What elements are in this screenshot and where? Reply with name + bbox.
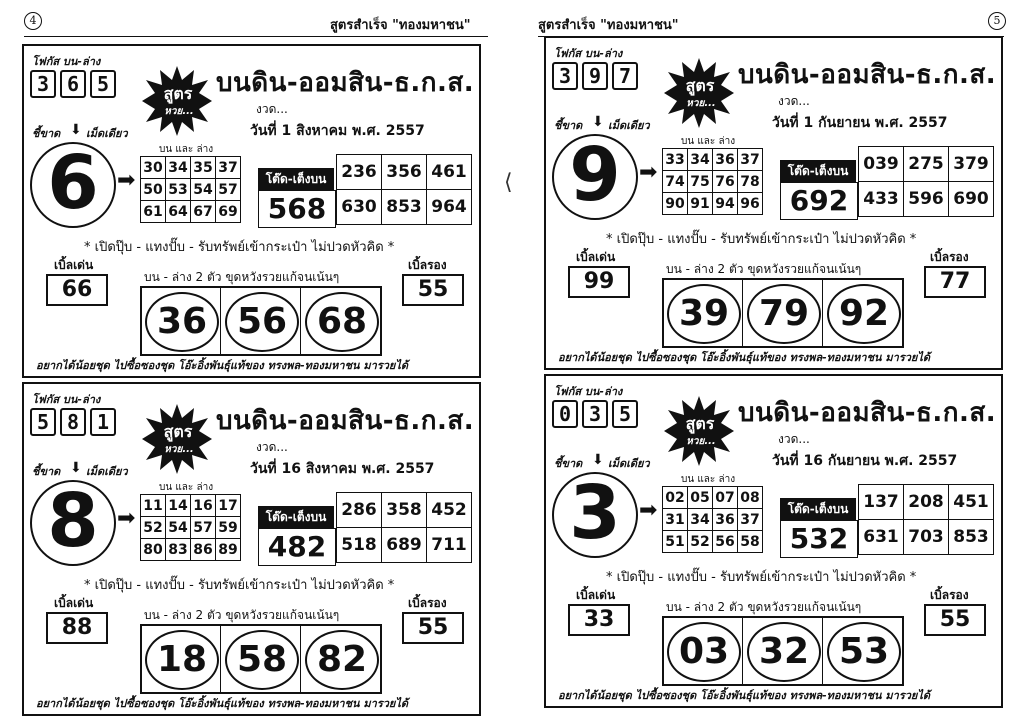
- set-cell: 711: [427, 528, 472, 563]
- grid-cell: 50: [141, 179, 166, 201]
- burst-sub-label: หวย...: [686, 436, 716, 447]
- arrow-down-icon: ⬇: [592, 452, 604, 468]
- focus-digit: 8: [60, 408, 86, 436]
- grid-cell: 78: [738, 171, 763, 193]
- grid-cell: 14: [166, 495, 191, 517]
- set-cell: 689: [382, 528, 427, 563]
- lead-double-label: เบิ้ลเด่น: [576, 588, 616, 602]
- two-digit-grid: [662, 148, 763, 215]
- tod-label: โต๊ด-เต็งบน: [780, 498, 856, 520]
- grid-cell: 33: [663, 149, 688, 171]
- round-label: งวด...: [778, 94, 810, 108]
- grid-row: [141, 179, 241, 201]
- second-double-value: 77: [924, 266, 986, 298]
- focus-label: โฟกัส บน-ล่าง: [32, 55, 101, 68]
- lucky-divider: [300, 626, 301, 692]
- chikhat-label: ชี้ขาด: [32, 127, 61, 140]
- set-cell: 208: [904, 485, 949, 520]
- focus-digit: 3: [582, 400, 608, 428]
- grid-cell: 37: [216, 157, 241, 179]
- lucky-number: 36: [145, 292, 219, 352]
- focus-digit: 0: [552, 400, 578, 428]
- set-cell: 286: [337, 493, 382, 528]
- grid-cell: 83: [166, 539, 191, 561]
- set-row: [859, 182, 994, 217]
- second-double-label: เบิ้ลรอง: [930, 588, 969, 602]
- page-crease-mark: ⟨: [504, 170, 513, 195]
- tod-value: 482: [258, 528, 336, 566]
- arrow-down-icon: ⬇: [70, 122, 82, 138]
- set-row: [337, 493, 472, 528]
- lucky-number: 03: [667, 622, 741, 682]
- grid-cell: 37: [738, 149, 763, 171]
- panel-footer: อยากได้น้อยชุด ไปซื้อซองชุด โอ๊ะอิ้งพันธุ์แท้ของ ทรงพล-ทองมหาชน มารวยได้: [36, 359, 409, 372]
- grid-row: [663, 171, 763, 193]
- two-digit-grid: [140, 494, 241, 561]
- second-double-label: เบิ้ลรอง: [408, 596, 447, 610]
- burst-main-label: สูตร: [163, 422, 193, 441]
- second-double-label: เบิ้ลรอง: [930, 250, 969, 264]
- tod-label: โต๊ด-เต็งบน: [258, 506, 334, 528]
- grid-cell: 54: [166, 517, 191, 539]
- grid-cell: 58: [738, 531, 763, 553]
- single-digit-label: เม็ดเดียว: [86, 465, 128, 478]
- arrow-right-icon: ➡: [639, 160, 658, 185]
- set-row: [337, 155, 472, 190]
- arrow-down-icon: ⬇: [70, 460, 82, 476]
- second-double-value: 55: [402, 274, 464, 306]
- round-label: งวด...: [256, 102, 288, 116]
- arrow-right-icon: ➡: [639, 498, 658, 523]
- set-cell: 275: [904, 147, 949, 182]
- grid-cell: 54: [191, 179, 216, 201]
- two-digit-grid: [140, 156, 241, 223]
- set-cell: 452: [427, 493, 472, 528]
- set-row: [337, 190, 472, 225]
- second-double-label: เบิ้ลรอง: [408, 258, 447, 272]
- lead-double-value: 66: [46, 274, 108, 306]
- panel-footer: อยากได้น้อยชุด ไปซื้อซองชุด โอ๊ะอิ้งพันธุ์แท้ของ ทรงพล-ทองมหาชน มารวยได้: [36, 697, 409, 710]
- grid-cell: 02: [663, 487, 688, 509]
- grid-cell: 36: [713, 509, 738, 531]
- lucky-divider: [742, 618, 743, 684]
- burst-main-label: สูตร: [685, 414, 715, 433]
- lucky-divider: [822, 618, 823, 684]
- grid-cell: 30: [141, 157, 166, 179]
- burst-main-label: สูตร: [685, 76, 715, 95]
- chikhat-label: ชี้ขาด: [32, 465, 61, 478]
- grid-row: [663, 487, 763, 509]
- grid-row: [141, 201, 241, 223]
- set-cell: 137: [859, 485, 904, 520]
- set-cell: 461: [427, 155, 472, 190]
- two-digit-label: บน - ล่าง 2 ตัว ขุดหวังรวยแก้จนเน้นๆ: [666, 600, 862, 614]
- set-row: [859, 147, 994, 182]
- grid-label: บน และ ล่าง: [681, 474, 736, 485]
- big-digit: 6: [47, 140, 99, 226]
- grid-cell: 05: [688, 487, 713, 509]
- grid-row: [663, 509, 763, 531]
- lead-double-label: เบิ้ลเด่น: [576, 250, 616, 264]
- focus-digit: 9: [582, 62, 608, 90]
- grid-cell: 64: [166, 201, 191, 223]
- grid-cell: 07: [713, 487, 738, 509]
- lead-double-value: 88: [46, 612, 108, 644]
- grid-cell: 53: [166, 179, 191, 201]
- two-digit-label: บน - ล่าง 2 ตัว ขุดหวังรวยแก้จนเน้นๆ: [144, 270, 340, 284]
- tod-value: 568: [258, 190, 336, 228]
- grid-cell: 17: [216, 495, 241, 517]
- tod-value: 532: [780, 520, 858, 558]
- draw-date: วันที่ 1 กันยายน พ.ศ. 2557: [772, 115, 948, 131]
- focus-digit: 7: [612, 62, 638, 90]
- slogan: * เปิดปุ๊บ - แทงปั๊บ - รับทรัพย์เข้ากระเป๋า ไม่ปวดหัวคิด *: [84, 240, 395, 255]
- page-number-right: 5: [988, 12, 1006, 30]
- lottery-panel: [544, 374, 1003, 708]
- set-row: [859, 485, 994, 520]
- set-cell: 356: [382, 155, 427, 190]
- grid-cell: 34: [688, 509, 713, 531]
- set-cell: 451: [949, 485, 994, 520]
- grid-cell: 67: [191, 201, 216, 223]
- header-rule-left: [24, 36, 488, 37]
- grid-cell: 59: [216, 517, 241, 539]
- grid-cell: 74: [663, 171, 688, 193]
- lead-double-value: 99: [568, 266, 630, 298]
- two-digit-grid: [662, 486, 763, 553]
- grid-cell: 69: [216, 201, 241, 223]
- single-digit-label: เม็ดเดียว: [608, 119, 650, 132]
- burst-sub-label: หวย...: [164, 444, 194, 455]
- draw-date: วันที่ 16 สิงหาคม พ.ศ. 2557: [250, 461, 435, 477]
- lucky-number: 79: [747, 284, 821, 344]
- grid-cell: 76: [713, 171, 738, 193]
- grid-cell: 35: [191, 157, 216, 179]
- grid-label: บน และ ล่าง: [681, 136, 736, 147]
- lucky-numbers-box: [662, 278, 904, 348]
- tod-label: โต๊ด-เต็งบน: [258, 168, 334, 190]
- lucky-divider: [300, 288, 301, 354]
- single-digit-label: เม็ดเดียว: [86, 127, 128, 140]
- focus-digits: [30, 408, 116, 436]
- lucky-number: 92: [827, 284, 901, 344]
- grid-cell: 52: [141, 517, 166, 539]
- panel-title: บนดิน-ออมสิน-ธ.ก.ส.: [738, 398, 997, 428]
- two-digit-label: บน - ล่าง 2 ตัว ขุดหวังรวยแก้จนเน้นๆ: [666, 262, 862, 276]
- set-cell: 596: [904, 182, 949, 217]
- burst-sub-label: หวย...: [686, 98, 716, 109]
- grid-cell: 16: [191, 495, 216, 517]
- draw-date: วันที่ 16 กันยายน พ.ศ. 2557: [772, 453, 958, 469]
- grid-cell: 89: [216, 539, 241, 561]
- lucky-numbers-box: [140, 624, 382, 694]
- big-digit: 3: [569, 470, 621, 556]
- focus-digit: 5: [90, 70, 116, 98]
- grid-cell: 56: [713, 531, 738, 553]
- set-cell: 690: [949, 182, 994, 217]
- set-cell: 631: [859, 520, 904, 555]
- set-row: [859, 520, 994, 555]
- grid-cell: 37: [738, 509, 763, 531]
- grid-label: บน และ ล่าง: [159, 144, 214, 155]
- lead-double-value: 33: [568, 604, 630, 636]
- panel-footer: อยากได้น้อยชุด ไปซื้อซองชุด โอ๊ะอิ้งพันธุ์แท้ของ ทรงพล-ทองมหาชน มารวยได้: [558, 689, 931, 702]
- slogan: * เปิดปุ๊บ - แทงปั๊บ - รับทรัพย์เข้ากระเป๋า ไม่ปวดหัวคิด *: [606, 570, 917, 585]
- lucky-number: 68: [305, 292, 379, 352]
- slogan: * เปิดปุ๊บ - แทงปั๊บ - รับทรัพย์เข้ากระเป๋า ไม่ปวดหัวคิด *: [606, 232, 917, 247]
- big-digit: 8: [47, 478, 99, 564]
- two-digit-label: บน - ล่าง 2 ตัว ขุดหวังรวยแก้จนเน้นๆ: [144, 608, 340, 622]
- grid-cell: 34: [688, 149, 713, 171]
- set-cell: 703: [904, 520, 949, 555]
- lucky-number: 56: [225, 292, 299, 352]
- grid-cell: 61: [141, 201, 166, 223]
- lucky-numbers-box: [662, 616, 904, 686]
- lucky-divider: [822, 280, 823, 346]
- lucky-number: 82: [305, 630, 379, 690]
- lottery-panel: [22, 382, 481, 716]
- lucky-number: 58: [225, 630, 299, 690]
- set-cell: 630: [337, 190, 382, 225]
- lucky-divider: [742, 280, 743, 346]
- tod-value: 692: [780, 182, 858, 220]
- focus-digit: 3: [30, 70, 56, 98]
- burst-sub-label: หวย...: [164, 106, 194, 117]
- grid-cell: 57: [191, 517, 216, 539]
- grid-label: บน และ ล่าง: [159, 482, 214, 493]
- lucky-divider: [220, 288, 221, 354]
- focus-digit: 3: [552, 62, 578, 90]
- grid-row: [141, 517, 241, 539]
- round-label: งวด...: [256, 440, 288, 454]
- three-digit-sets: [336, 154, 472, 225]
- set-cell: 433: [859, 182, 904, 217]
- set-cell: 236: [337, 155, 382, 190]
- lead-double-label: เบิ้ลเด่น: [54, 596, 94, 610]
- grid-cell: 08: [738, 487, 763, 509]
- grid-cell: 91: [688, 193, 713, 215]
- lead-double-label: เบิ้ลเด่น: [54, 258, 94, 272]
- three-digit-sets: [858, 484, 994, 555]
- lucky-number: 18: [145, 630, 219, 690]
- set-row: [337, 528, 472, 563]
- grid-cell: 11: [141, 495, 166, 517]
- lucky-number: 32: [747, 622, 821, 682]
- second-double-value: 55: [402, 612, 464, 644]
- lucky-numbers-box: [140, 286, 382, 356]
- focus-digit: 1: [90, 408, 116, 436]
- grid-cell: 96: [738, 193, 763, 215]
- burst-main-label: สูตร: [163, 84, 193, 103]
- panel-title: บนดิน-ออมสิน-ธ.ก.ส.: [738, 60, 997, 90]
- single-digit-label: เม็ดเดียว: [608, 457, 650, 470]
- arrow-right-icon: ➡: [117, 168, 136, 193]
- grid-cell: 51: [663, 531, 688, 553]
- grid-cell: 36: [713, 149, 738, 171]
- grid-cell: 57: [216, 179, 241, 201]
- slogan: * เปิดปุ๊บ - แทงปั๊บ - รับทรัพย์เข้ากระเป๋า ไม่ปวดหัวคิด *: [84, 578, 395, 593]
- grid-cell: 52: [688, 531, 713, 553]
- focus-digit: 5: [30, 408, 56, 436]
- set-cell: 518: [337, 528, 382, 563]
- set-cell: 039: [859, 147, 904, 182]
- tod-label: โต๊ด-เต็งบน: [780, 160, 856, 182]
- focus-label: โฟกัส บน-ล่าง: [32, 393, 101, 406]
- lottery-panel: [544, 36, 1003, 370]
- lucky-number: 39: [667, 284, 741, 344]
- focus-label: โฟกัส บน-ล่าง: [554, 385, 623, 398]
- grid-cell: 75: [688, 171, 713, 193]
- set-cell: 964: [427, 190, 472, 225]
- set-cell: 358: [382, 493, 427, 528]
- three-digit-sets: [858, 146, 994, 217]
- grid-cell: 31: [663, 509, 688, 531]
- draw-date: วันที่ 1 สิงหาคม พ.ศ. 2557: [250, 123, 425, 139]
- focus-digit: 6: [60, 70, 86, 98]
- arrow-down-icon: ⬇: [592, 114, 604, 130]
- focus-digit: 5: [612, 400, 638, 428]
- lucky-divider: [220, 626, 221, 692]
- grid-row: [141, 495, 241, 517]
- page-header-right: สูตรสำเร็จ "ทองมหาชน": [538, 18, 679, 33]
- chikhat-label: ชี้ขาด: [554, 457, 583, 470]
- lottery-panel: [22, 44, 481, 378]
- grid-cell: 86: [191, 539, 216, 561]
- grid-row: [141, 157, 241, 179]
- lucky-number: 53: [827, 622, 901, 682]
- page-number-left: 4: [24, 12, 42, 30]
- second-double-value: 55: [924, 604, 986, 636]
- arrow-right-icon: ➡: [117, 506, 136, 531]
- focus-label: โฟกัส บน-ล่าง: [554, 47, 623, 60]
- grid-cell: 94: [713, 193, 738, 215]
- focus-digits: [552, 62, 638, 90]
- panel-footer: อยากได้น้อยชุด ไปซื้อซองชุด โอ๊ะอิ้งพันธุ์แท้ของ ทรงพล-ทองมหาชน มารวยได้: [558, 351, 931, 364]
- grid-cell: 80: [141, 539, 166, 561]
- panel-title: บนดิน-ออมสิน-ธ.ก.ส.: [216, 68, 475, 98]
- chikhat-label: ชี้ขาด: [554, 119, 583, 132]
- grid-cell: 34: [166, 157, 191, 179]
- panel-title: บนดิน-ออมสิน-ธ.ก.ส.: [216, 406, 475, 436]
- three-digit-sets: [336, 492, 472, 563]
- focus-digits: [30, 70, 116, 98]
- grid-row: [663, 193, 763, 215]
- big-digit: 9: [569, 132, 621, 218]
- set-cell: 853: [949, 520, 994, 555]
- grid-row: [141, 539, 241, 561]
- page-header-left: สูตรสำเร็จ "ทองมหาชน": [330, 18, 471, 33]
- focus-digits: [552, 400, 638, 428]
- set-cell: 379: [949, 147, 994, 182]
- round-label: งวด...: [778, 432, 810, 446]
- set-cell: 853: [382, 190, 427, 225]
- grid-cell: 90: [663, 193, 688, 215]
- grid-row: [663, 149, 763, 171]
- grid-row: [663, 531, 763, 553]
